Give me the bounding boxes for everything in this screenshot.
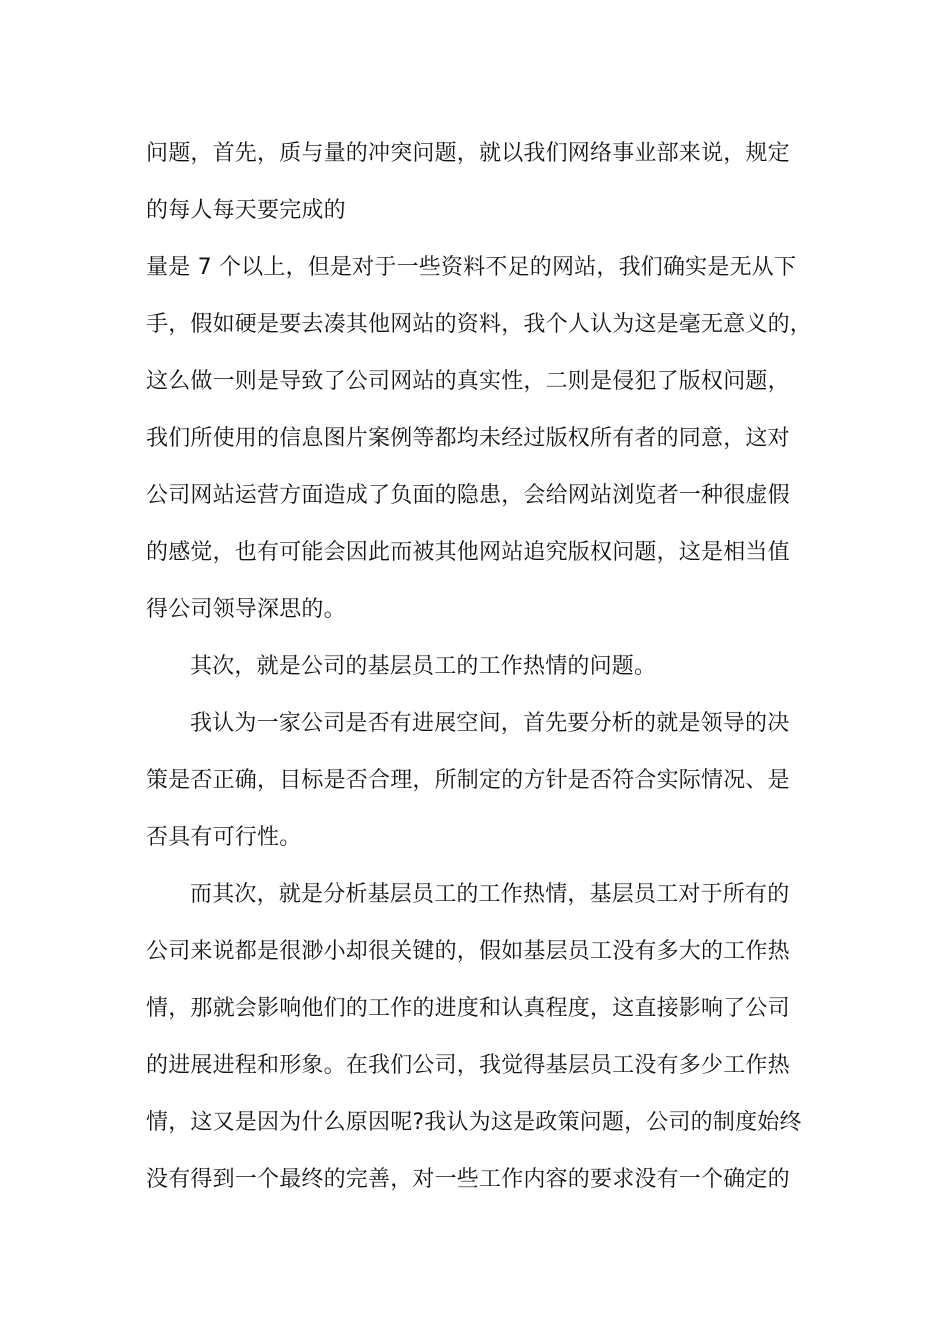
document-body <box>146 125 826 1208</box>
text-line: 手，假如硬是要去凑其他网站的资料，我个人认为这是毫无意义的， <box>146 312 813 337</box>
text-line: 得公司领导深思的。 <box>146 597 346 622</box>
text-line: 量是 7 个以上，但是对于一些资料不足的网站，我们确实是无从下 <box>146 255 797 280</box>
text-line: 这么做一则是导致了公司网站的真实性，二则是侵犯了版权问题， <box>146 369 790 394</box>
text-line: 我们所使用的信息图片案例等都均未经过版权所有者的同意，这对 <box>146 426 790 451</box>
text-line: 我认为一家公司是否有进展空间，首先要分析的就是领导的决 <box>190 711 790 736</box>
text-line: 而其次，就是分析基层员工的工作热情，基层员工对于所有的 <box>190 882 790 907</box>
text-line: 没有得到一个最终的完善，对一些工作内容的要求没有一个确定的 <box>146 1167 790 1192</box>
text-line: 的每人每天要完成的 <box>146 198 346 223</box>
text-line: 的进展进程和形象。在我们公司，我觉得基层员工没有多少工作热 <box>146 1053 790 1078</box>
text-line: 的感觉，也有可能会因此而被其他网站追究版权问题，这是相当值 <box>146 540 790 565</box>
text-line: 策是否正确，目标是否合理，所制定的方针是否符合实际情况、是 <box>146 768 790 793</box>
text-line: 问题，首先，质与量的冲突问题，就以我们网络事业部来说，规定 <box>146 141 790 166</box>
text-line: 公司网站运营方面造成了负面的隐患，会给网站浏览者一种很虚假 <box>146 483 790 508</box>
text-line: 情，那就会影响他们的工作的进度和认真程度，这直接影响了公司 <box>146 996 790 1021</box>
text-line: 公司来说都是很渺小却很关键的，假如基层员工没有多大的工作热 <box>146 939 790 964</box>
text-line: 否具有可行性。 <box>146 825 302 850</box>
text-line: 其次，就是公司的基层员工的工作热情的问题。 <box>190 654 657 679</box>
text-line: 情，这又是因为什么原因呢?我认为这是政策问题，公司的制度始终 <box>146 1110 802 1135</box>
